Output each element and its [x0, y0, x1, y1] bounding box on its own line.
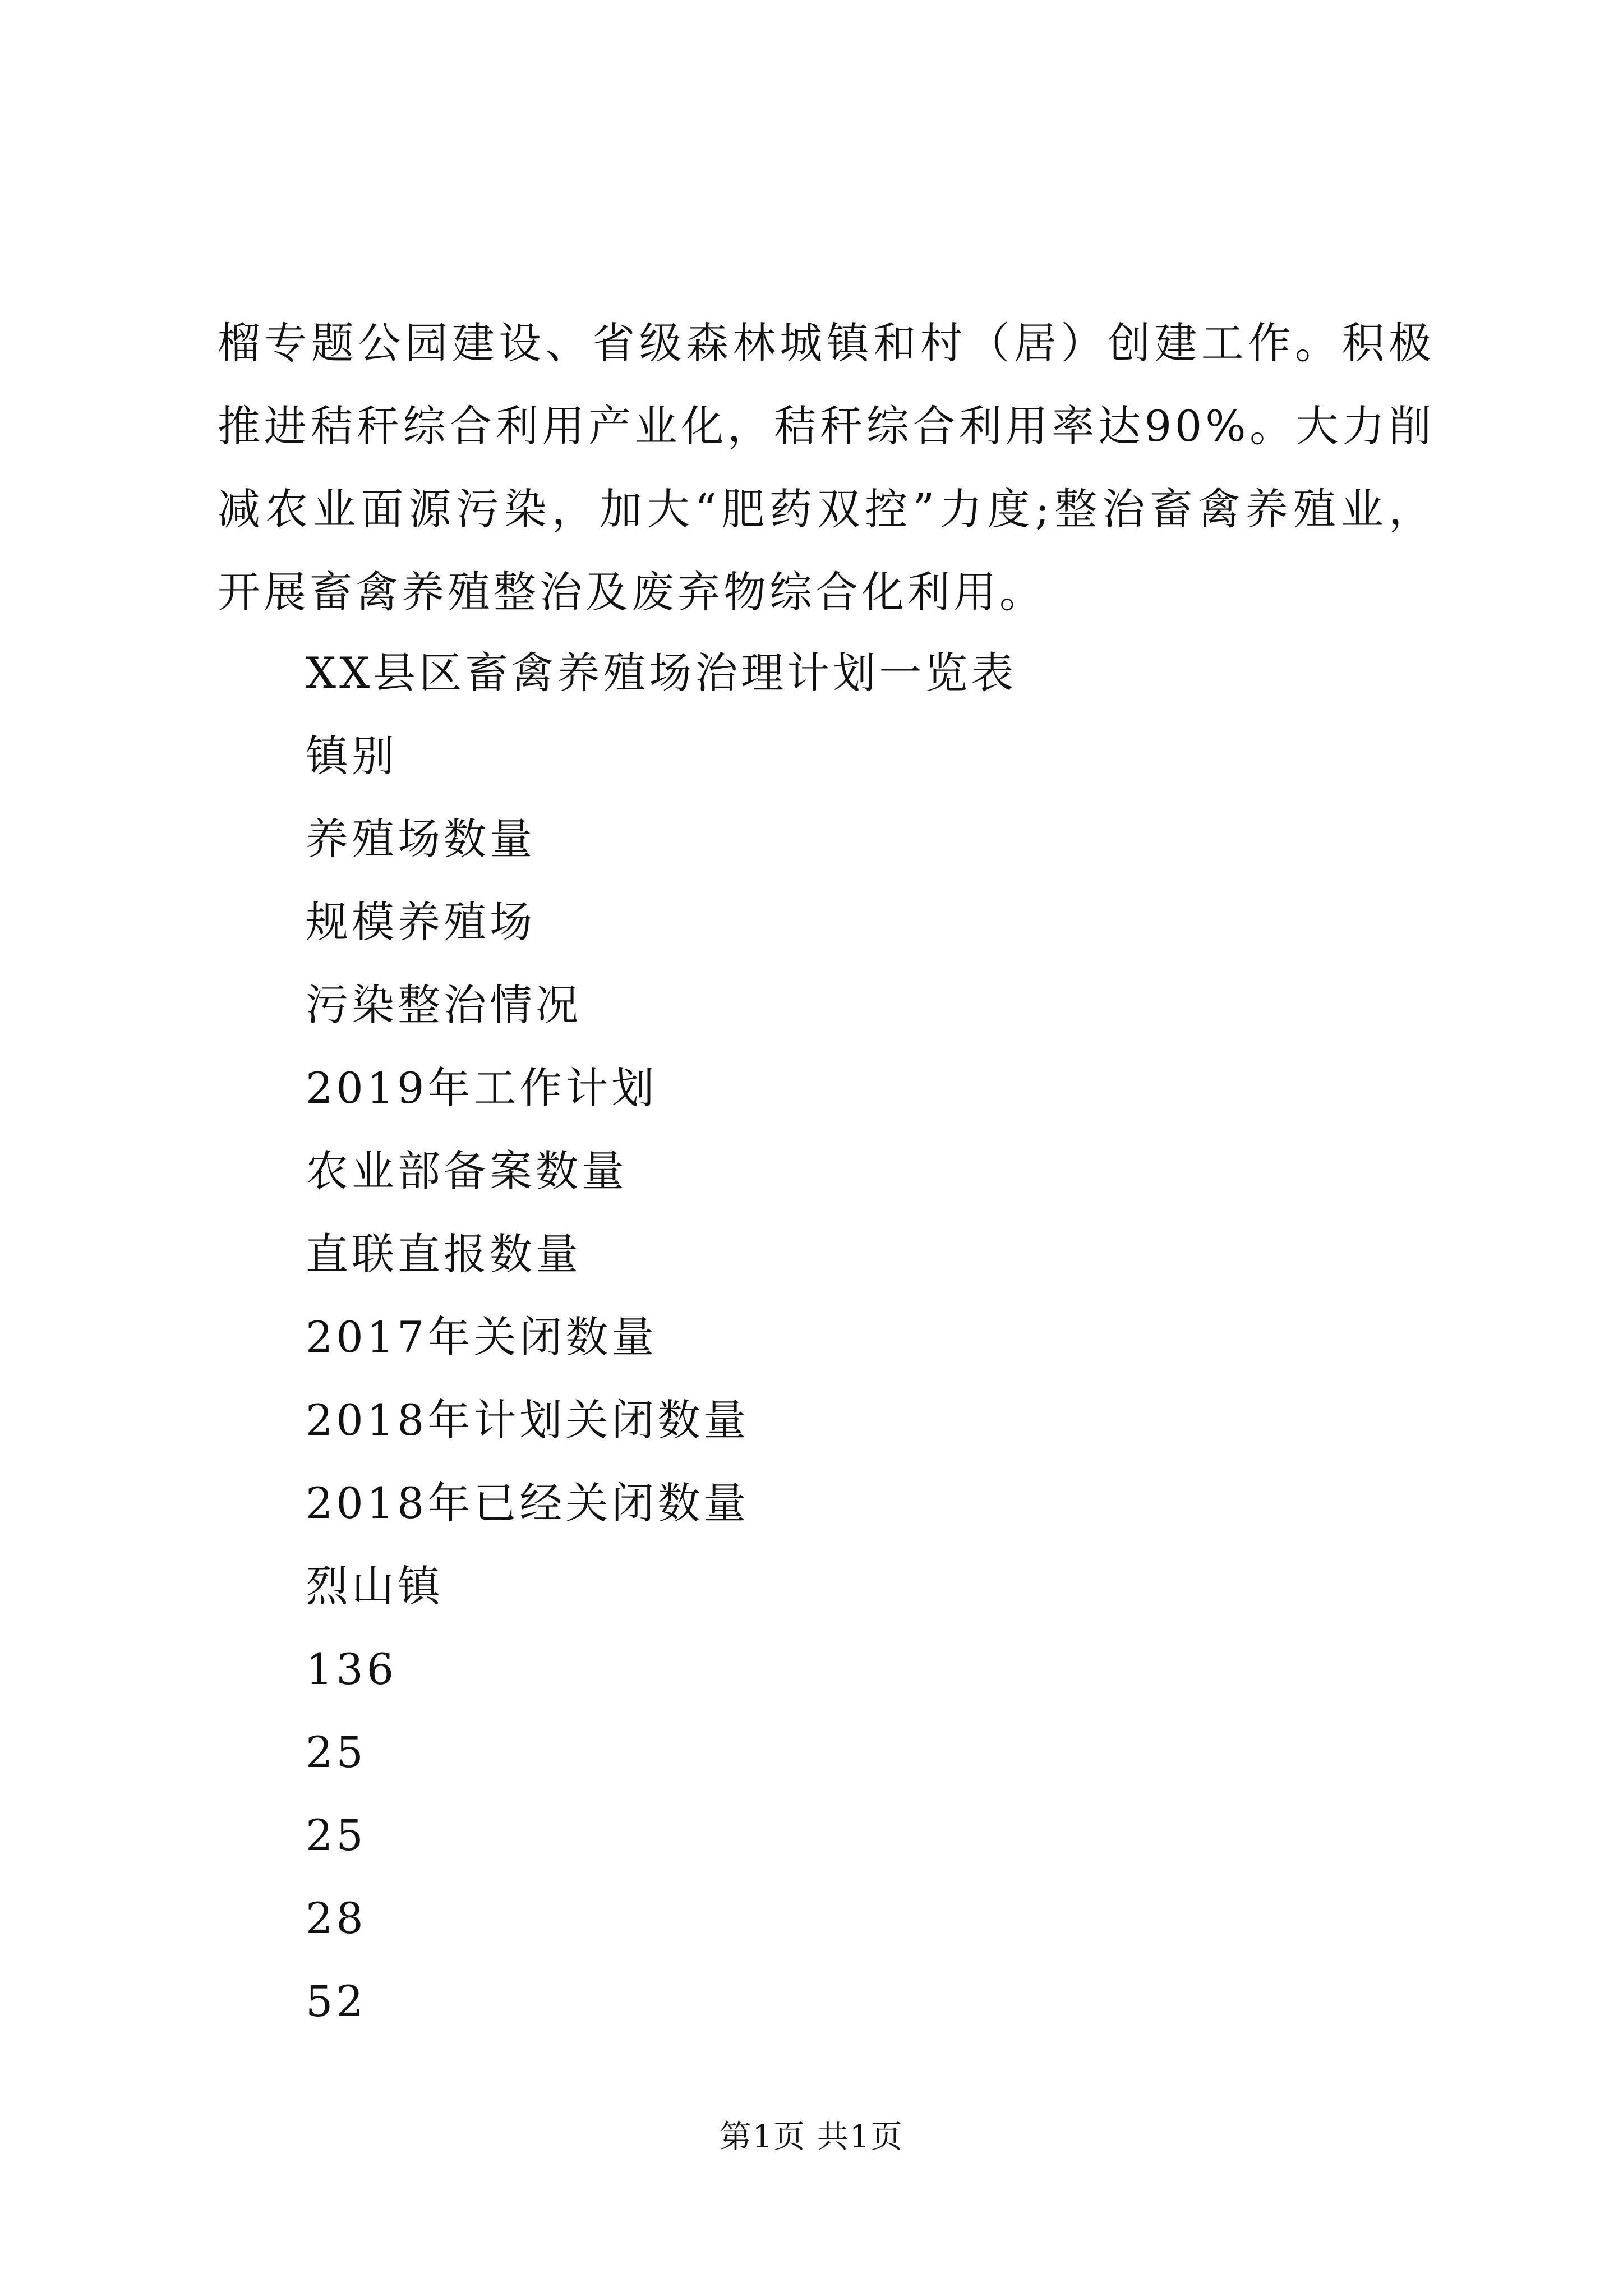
list-item: 28: [306, 1893, 367, 1943]
list-item: 养殖场数量: [306, 814, 536, 864]
list-item: 136: [306, 1644, 398, 1694]
body-paragraph: 榴专题公园建设、省级森林城镇和村（居）创建工作。积极推进秸秆综合利用产业化，秸秆综合利用率达90%。大力削减农业面源污染，加大“肥药双控”力度;整治畜禽养殖业，开展畜禽养殖整治及废弃物综合化利用。: [218, 318, 1435, 617]
page-footer: 第1页 共1页: [720, 2119, 903, 2155]
list-item: 2018年已经关闭数量: [306, 1478, 750, 1528]
list-item: 2018年计划关闭数量: [306, 1395, 750, 1445]
list-item: 52: [306, 1976, 367, 2026]
list-item: 直联直报数量: [306, 1229, 582, 1279]
list-item: 烈山镇: [306, 1561, 444, 1611]
list-item: 农业部备案数量: [306, 1146, 628, 1196]
list-item: 25: [306, 1727, 367, 1777]
table-content-list: [306, 632, 1017, 2043]
list-item: 2019年工作计划: [306, 1063, 658, 1113]
list-item: 污染整治情况: [306, 980, 582, 1030]
list-item: 规模养殖场: [306, 897, 536, 947]
table-title: XX县区畜禽养殖场治理计划一览表: [306, 648, 1017, 698]
list-item: 25: [306, 1810, 367, 1860]
list-item: 2017年关闭数量: [306, 1312, 658, 1362]
list-item: 镇别: [306, 731, 398, 781]
